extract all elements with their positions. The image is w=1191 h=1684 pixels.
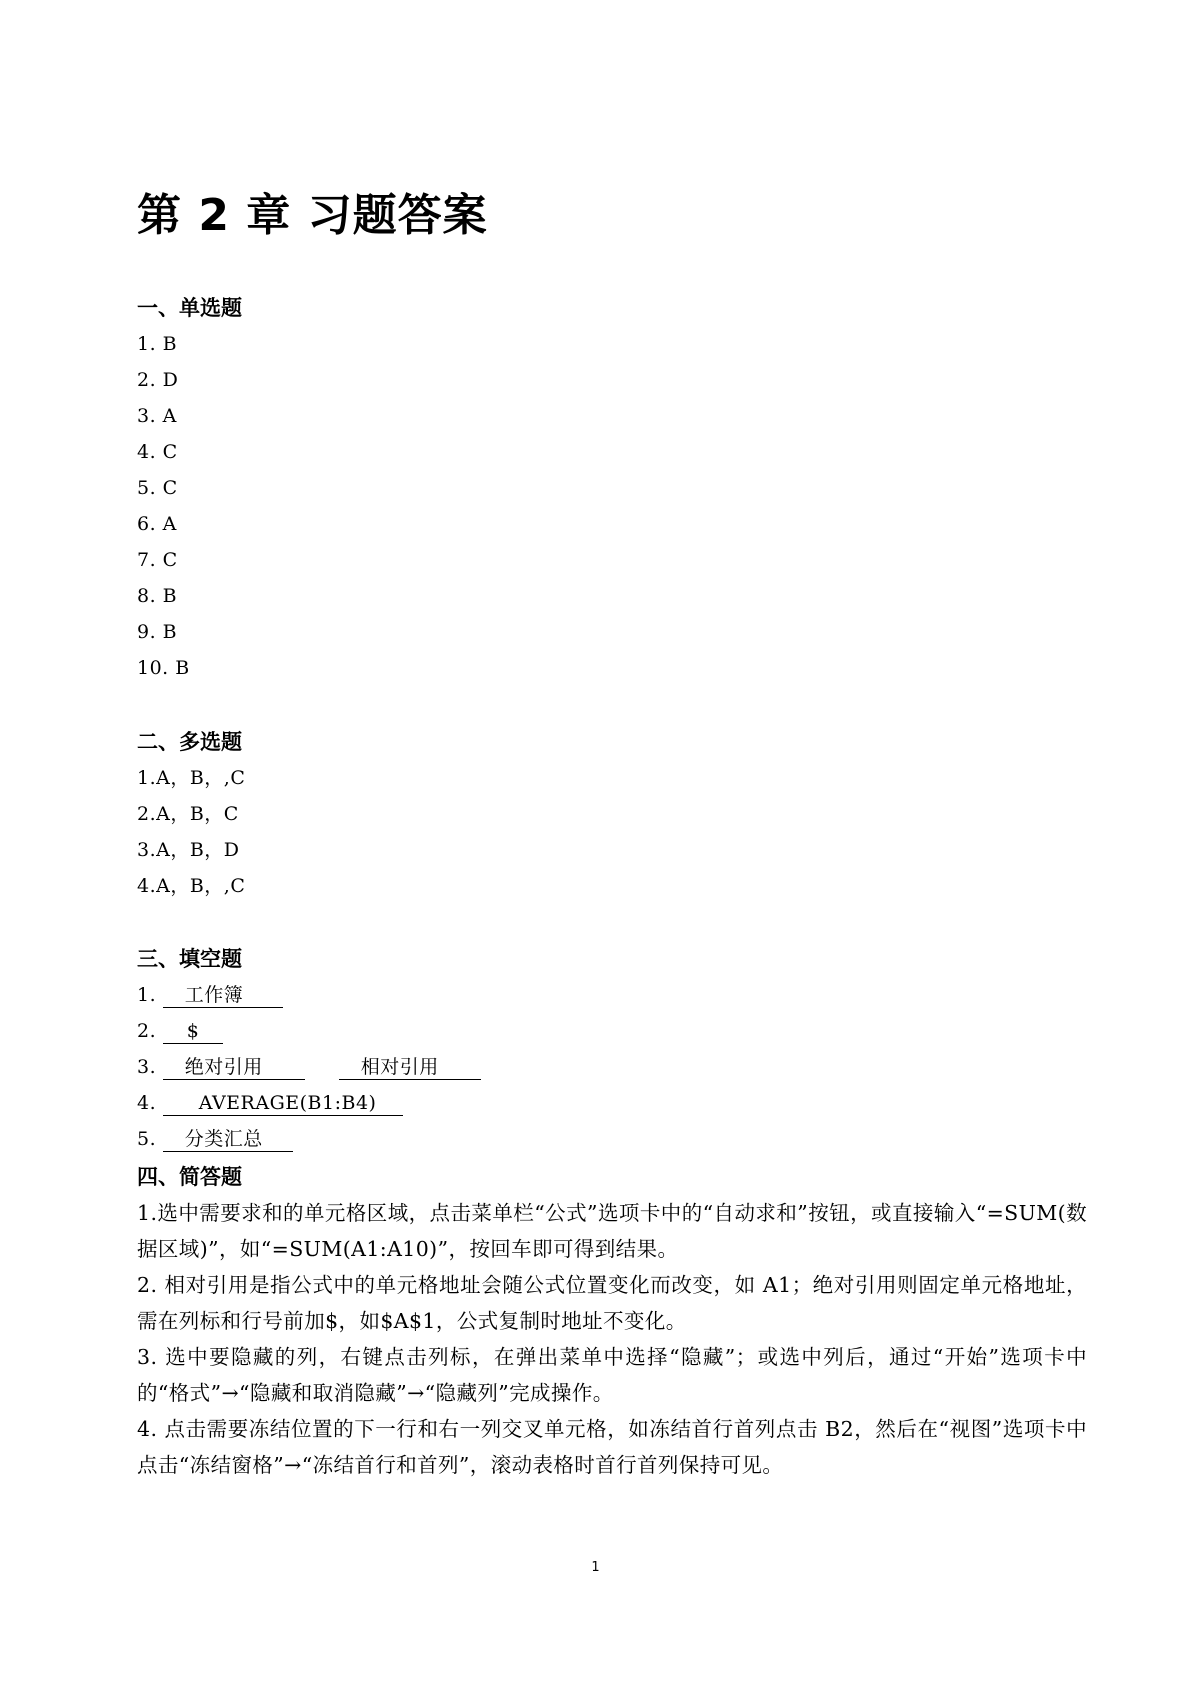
blank-answer: 相对引用	[339, 1054, 481, 1080]
answer-line: 6. A	[137, 513, 177, 535]
section-heading: 四、简答题	[137, 1165, 242, 1189]
fill-blank-line	[137, 1121, 1097, 1157]
short-answer-paragraph: 3. 选中要隐藏的列，右键点击列标，在弹出菜单中选择“隐藏”；或选中列后，通过“开始”选项卡中的“格式”→“隐藏和取消隐藏”→“隐藏列”完成操作。	[137, 1345, 1087, 1405]
fill-blank-section	[137, 941, 1097, 1157]
question-number: 3.	[137, 1056, 157, 1078]
section-heading: 一、单选题	[137, 296, 242, 320]
multiple-choice-section	[137, 724, 1097, 904]
blank-answer: 绝对引用	[163, 1054, 305, 1080]
answer-line: 1.A，B，,C	[137, 767, 246, 789]
short-answer-paragraph: 2. 相对引用是指公式中的单元格地址会随公式位置变化而改变，如 A1；绝对引用则固定单元格地址，需在列标和行号前加$，如$A$1，公式复制时地址不变化。	[137, 1273, 1087, 1333]
fill-blank-line	[137, 1085, 1097, 1121]
short-answer-section	[137, 1159, 1097, 1483]
answer-line: 2. D	[137, 369, 179, 391]
answer-line: 7. C	[137, 549, 178, 571]
short-answer-paragraph: 1.选中需要求和的单元格区域，点击菜单栏“公式”选项卡中的“自动求和”按钮，或直接输入“=SUM(数据区域)”，如“=SUM(A1:A10)”，按回车即可得到结果。	[137, 1201, 1087, 1261]
question-number: 5.	[137, 1128, 157, 1150]
fill-blank-line	[137, 977, 1097, 1013]
answer-line: 8. B	[137, 585, 178, 607]
answer-line: 2.A，B，C	[137, 803, 239, 825]
question-number: 1.	[137, 984, 157, 1006]
section-heading: 二、多选题	[137, 730, 242, 754]
answer-line: 3. A	[137, 405, 177, 427]
fill-blank-line	[137, 1013, 1097, 1049]
answer-line: 10. B	[137, 657, 190, 679]
blank-answer: $	[163, 1018, 223, 1044]
section-heading: 三、填空题	[137, 947, 242, 971]
short-answer-paragraph: 4. 点击需要冻结位置的下一行和右一列交叉单元格，如冻结首行首列点击 B2，然后在“视图”选项卡中点击“冻结窗格”→“冻结首行和首列”，滚动表格时首行首列保持可见。	[137, 1417, 1087, 1477]
page-number: 1	[591, 1560, 600, 1575]
answer-line: 4.A，B，,C	[137, 875, 246, 897]
question-number: 2.	[137, 1020, 157, 1042]
answer-line: 4. C	[137, 441, 178, 463]
answer-line: 9. B	[137, 621, 178, 643]
answer-line: 1. B	[137, 333, 178, 355]
fill-blank-line	[137, 1049, 1097, 1085]
question-number: 4.	[137, 1092, 157, 1114]
blank-answer: 工作簿	[163, 982, 283, 1008]
single-choice-section	[137, 290, 1097, 686]
answer-line: 3.A，B，D	[137, 839, 240, 861]
answer-line: 5. C	[137, 477, 178, 499]
blank-answer: 分类汇总	[163, 1126, 293, 1152]
chapter-title: 第 2 章 习题答案	[137, 190, 488, 241]
blank-answer: AVERAGE(B1:B4)	[163, 1090, 403, 1116]
